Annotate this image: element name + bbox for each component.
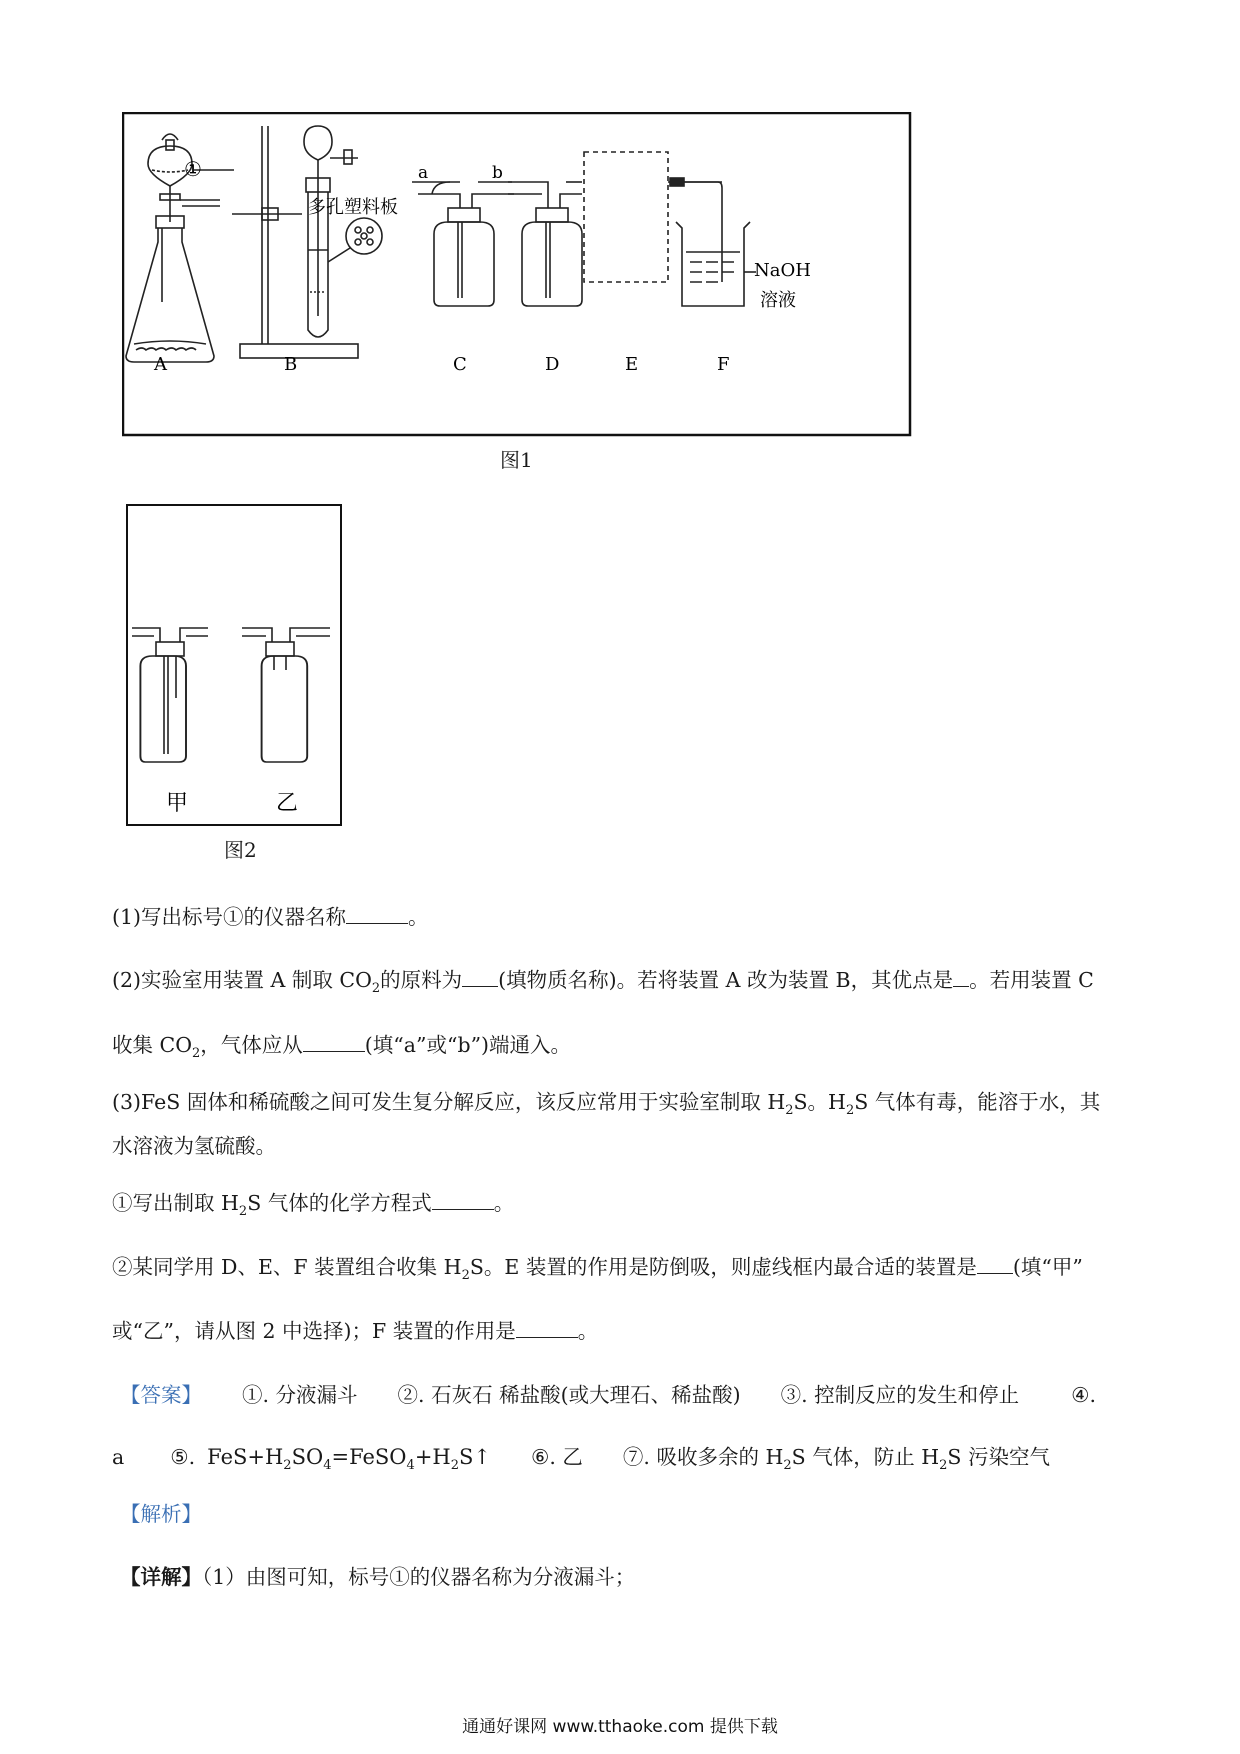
- figure-1-caption: 图1: [500, 448, 533, 472]
- analysis-label: 【解析】: [120, 1502, 202, 1526]
- question-2-line-2: 收集 $CO_2$，气体应从 (填“a”或“b”)端通入。: [112, 1033, 572, 1062]
- label-yi: 乙: [276, 791, 299, 816]
- answer-label: 【答案】: [120, 1383, 202, 1407]
- figure-2-caption: 图2: [224, 838, 257, 862]
- answer-line-2: a ⑤. $FeS+H_2SO_4=FeSO_4+H_2S↑$ ⑥. 乙 ⑦. 吸收多余的 $H_2S$ 气体，防止 $H_2S$ 污染空气: [112, 1445, 1050, 1474]
- apparatus-f: [670, 178, 756, 306]
- answer-blank[interactable]: [432, 1208, 494, 1210]
- question-3-line-1: (3)FeS 固体和稀硫酸之间可发生复分解反应，该反应常用于实验室制取 $H_2S$。$H_2S$ 气体有毒，能溶于水，其: [112, 1090, 1101, 1119]
- label-a: A: [154, 354, 167, 375]
- apparatus-d: [508, 182, 582, 306]
- solution-label: 溶液: [760, 290, 796, 311]
- figure-1-apparatus: [122, 112, 912, 440]
- question-3-sub-2-line-2: 或“乙”，请从图 2 中选择)；F 装置的作用是 。: [112, 1319, 599, 1343]
- question-3-line-2: 水溶液为氢硫酸。: [112, 1134, 276, 1158]
- question-3-sub-1: ①写出制取 $H_2S$ 气体的化学方程式 。: [112, 1191, 515, 1220]
- porous-plate-label: 多孔塑料板: [308, 197, 398, 218]
- question-3-sub-2-line-1: ②某同学用 D、E、F 装置组合收集 $H_2S$。E 装置的作用是防倒吸，则虚线框内最合适的装置是 (填“甲”: [112, 1255, 1083, 1284]
- label-jia: 甲: [166, 791, 189, 816]
- label-c: C: [453, 354, 467, 375]
- apparatus-a: [126, 134, 234, 362]
- question-1: (1)写出标号①的仪器名称 。: [112, 905, 429, 929]
- detail-line: 【详解】（1）由图可知，标号①的仪器名称为分液漏斗；: [120, 1565, 636, 1589]
- label-d: D: [545, 354, 560, 375]
- label-f: F: [717, 354, 730, 375]
- label-e: E: [625, 354, 639, 375]
- chemical-equation: $FeS+H_2SO_4=FeSO_4+H_2S↑$: [207, 1445, 491, 1474]
- answer-line-1: 【答案】 ①. 分液漏斗 ②. 石灰石 稀盐酸(或大理石、稀盐酸) ③. 控制反应的发生和停止 ④.: [120, 1383, 1097, 1407]
- answer-blank[interactable]: [516, 1336, 578, 1338]
- detail-label: 【详解】: [120, 1565, 202, 1589]
- naoh-label: NaOH: [754, 260, 811, 281]
- port-a-label: a: [418, 163, 429, 183]
- answer-blank[interactable]: [977, 1272, 1013, 1274]
- label-b: B: [284, 354, 298, 375]
- answer-blank[interactable]: [303, 1050, 365, 1052]
- answer-blank[interactable]: [462, 985, 498, 987]
- circle-number-label: ①: [184, 157, 202, 181]
- answer-blank[interactable]: [346, 922, 408, 924]
- apparatus-b: [232, 126, 382, 358]
- apparatus-c: [412, 182, 514, 306]
- answer-blank[interactable]: [953, 985, 969, 987]
- question-2-line-1: (2)实验室用装置 A 制取 $CO_2$的原料为 (填物质名称)。若将装置 A 改为装置 B，其优点是 。若用装置 C: [112, 968, 1094, 997]
- figure-2-bottles: [126, 504, 346, 830]
- footer-source: 通通好课网 www.tthaoke.com 提供下载: [462, 1717, 778, 1737]
- port-b-label: b: [492, 163, 503, 183]
